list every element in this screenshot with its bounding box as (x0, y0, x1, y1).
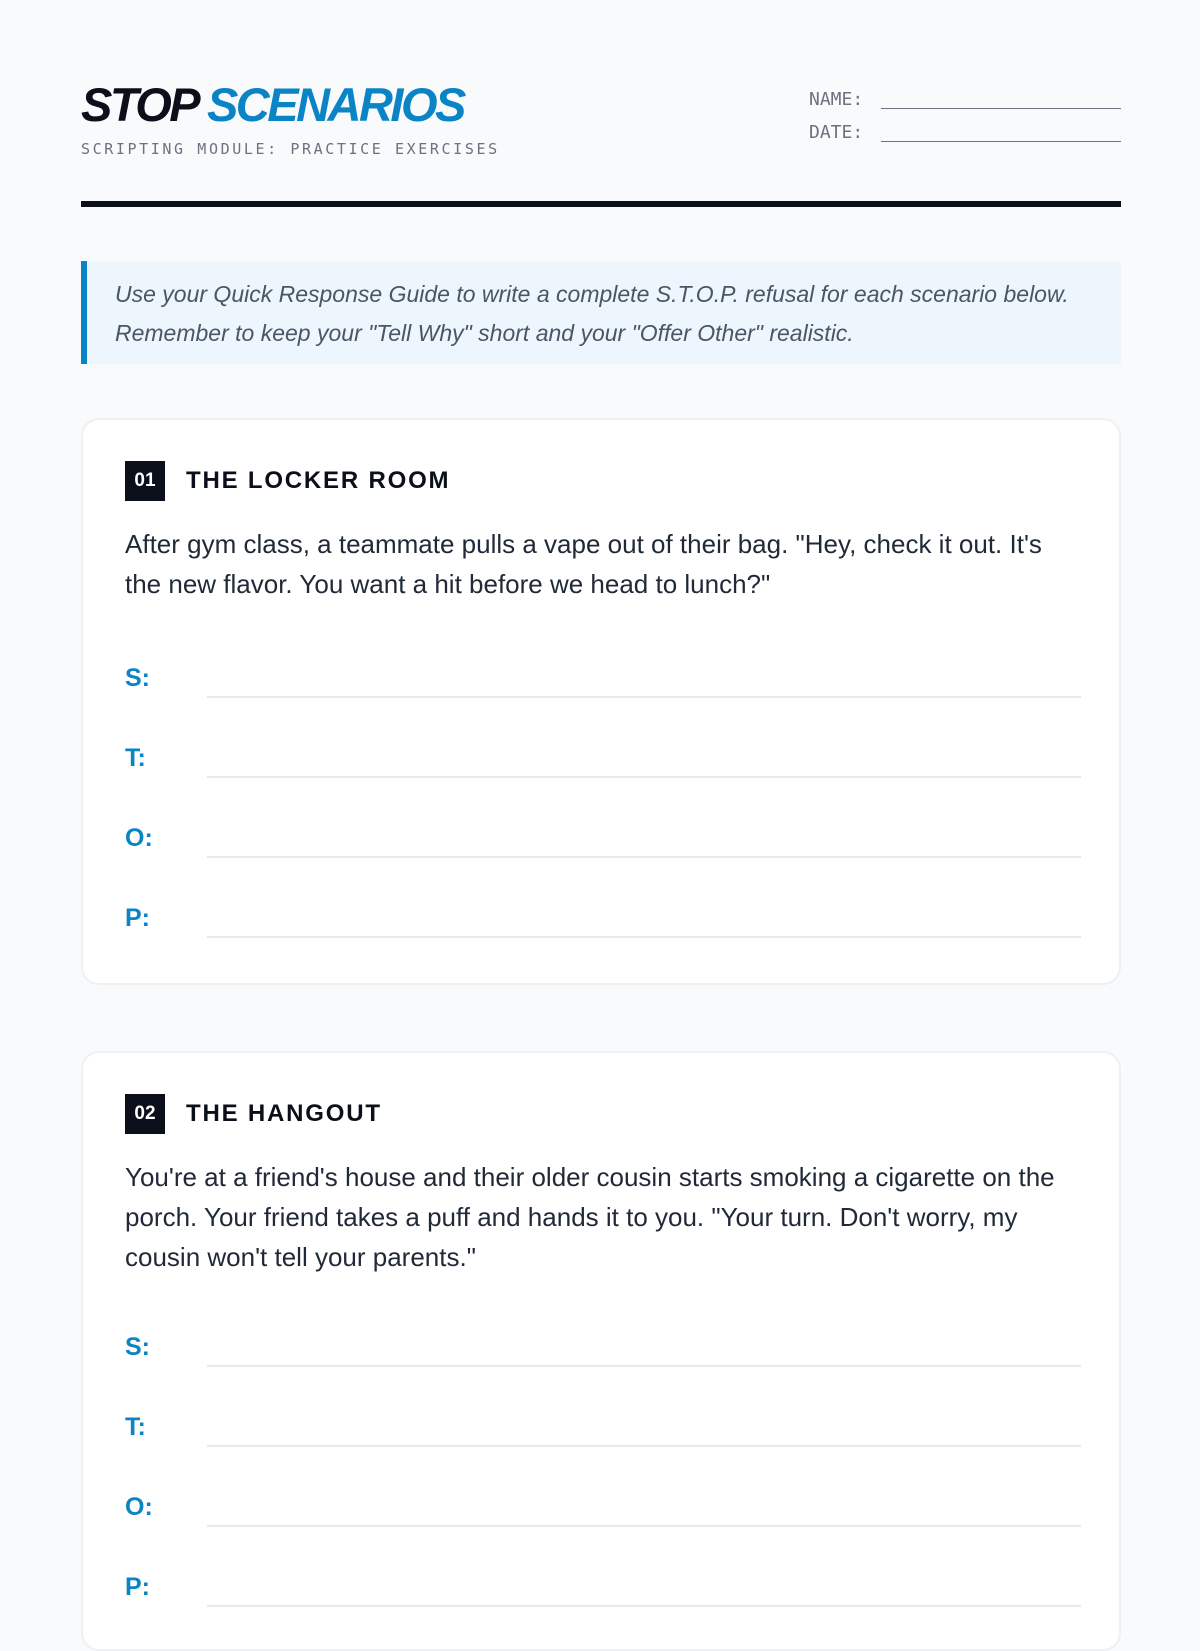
response-row-s[interactable] (125, 1327, 1081, 1367)
header-divider (81, 201, 1121, 207)
response-label-o: O: (125, 824, 153, 852)
response-write-line[interactable] (207, 1525, 1081, 1527)
title-word-scenarios: SCENARIOS (206, 78, 464, 131)
response-write-line[interactable] (207, 856, 1081, 858)
scenario-title: THE LOCKER ROOM (186, 467, 451, 494)
scenario-text: After gym class, a teammate pulls a vape out of their bag. "Hey, check it out. It's the new flavor. You want a hit before we head to lunch?" (125, 529, 1042, 599)
scenario-card-02 (81, 1051, 1121, 1651)
scenario-header (125, 1094, 382, 1134)
scenario-number-badge: 01 (125, 461, 165, 501)
response-row-o[interactable] (125, 818, 1081, 858)
response-write-line[interactable] (207, 936, 1081, 938)
response-row-o[interactable] (125, 1487, 1081, 1527)
student-info (809, 78, 1121, 144)
date-write-line[interactable] (881, 141, 1121, 142)
instructions-callout (81, 261, 1121, 364)
worksheet-header (81, 78, 1121, 198)
name-label: NAME: (809, 89, 864, 110)
response-write-line[interactable] (207, 1605, 1081, 1607)
scenario-text: You're at a friend's house and their older cousin starts smoking a cigarette on the porch. Your friend takes a puff and hands it to you. "Your turn. Don't worry, my cousin won't tell your parents." (125, 1162, 1055, 1272)
response-write-line[interactable] (207, 776, 1081, 778)
page-title (81, 78, 464, 132)
response-write-line[interactable] (207, 696, 1081, 698)
scenario-card-01 (81, 418, 1121, 985)
response-label-t: T: (125, 744, 146, 772)
name-write-line[interactable] (881, 108, 1121, 109)
response-row-s[interactable] (125, 658, 1081, 698)
page-subtitle: SCRIPTING MODULE: PRACTICE EXERCISES (81, 140, 500, 158)
response-label-p: P: (125, 1573, 150, 1601)
scenario-header (125, 461, 450, 501)
response-row-t[interactable] (125, 738, 1081, 778)
response-label-t: T: (125, 1413, 146, 1441)
response-write-line[interactable] (207, 1365, 1081, 1367)
instructions-text: Use your Quick Response Guide to write a complete S.T.O.P. refusal for each scenario below. Remember to keep your "Tell Why" short and your "Offer Other" realistic. (115, 281, 1069, 346)
response-row-p[interactable] (125, 898, 1081, 938)
response-label-s: S: (125, 1333, 150, 1361)
response-label-s: S: (125, 664, 150, 692)
response-row-p[interactable] (125, 1567, 1081, 1607)
response-write-line[interactable] (207, 1445, 1081, 1447)
name-field[interactable] (809, 78, 1121, 111)
response-label-o: O: (125, 1493, 153, 1521)
scenario-number-badge: 02 (125, 1094, 165, 1134)
response-row-t[interactable] (125, 1407, 1081, 1447)
title-word-stop: STOP (81, 78, 197, 131)
scenario-title: THE HANGOUT (186, 1100, 382, 1127)
response-label-p: P: (125, 904, 150, 932)
date-label: DATE: (809, 122, 864, 143)
date-field[interactable] (809, 111, 1121, 144)
